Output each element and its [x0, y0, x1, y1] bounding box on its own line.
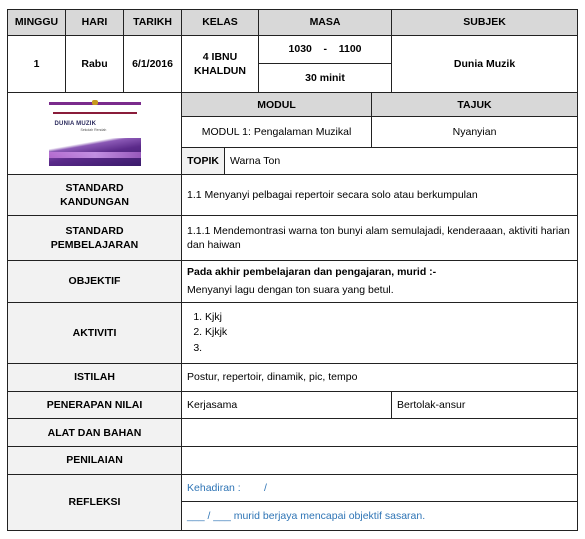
- crest-icon: [92, 100, 98, 105]
- objektif-label: OBJEKTIF: [8, 260, 182, 302]
- topik-label: TOPIK: [182, 148, 225, 175]
- refleksi-label: REFLEKSI: [8, 474, 182, 530]
- tarikh-value: 6/1/2016: [124, 35, 182, 92]
- istilah-value: Postur, repertoir, dinamik, pic, tempo: [182, 364, 578, 392]
- standard-kandungan-label: STANDARD KANDUNGAN: [8, 174, 182, 215]
- masa-time: 1030 - 1100: [259, 35, 392, 64]
- header-kelas: KELAS: [182, 10, 259, 36]
- kelas-value: [182, 35, 259, 92]
- standard-pembelajaran-label: STANDARD PEMBELAJARAN: [8, 215, 182, 260]
- penerapan-nilai-label: PENERAPAN NILAI: [8, 391, 182, 419]
- kelas-line2: KHALDUN: [194, 64, 246, 77]
- header-tarikh: TARIKH: [124, 10, 182, 36]
- kelas-line1: 4 IBNU: [202, 50, 238, 63]
- header-masa: MASA: [259, 10, 392, 36]
- aktiviti-item: 1. Kjkj: [205, 310, 572, 325]
- topik-value: Warna Ton: [225, 148, 578, 175]
- tajuk-header: TAJUK: [372, 92, 578, 117]
- aktiviti-value: [182, 302, 578, 363]
- book-cover-cell: [8, 92, 182, 174]
- objektif-intro: Pada akhir pembelajaran dan pengajaran, murid :-: [187, 266, 437, 279]
- minggu-value: 1: [8, 35, 66, 92]
- penerapan-nilai-value2: Bertolak-ansur: [392, 391, 578, 419]
- modul-header: MODUL: [182, 92, 372, 117]
- standard-pembelajaran-value: 1.1.1 Mendemontrasi warna ton bunyi alam semulajadi, kenderaaan, aktiviti harian dan haiwan: [182, 215, 578, 260]
- penilaian-label: PENILAIAN: [8, 446, 182, 474]
- header-hari: HARI: [66, 10, 124, 36]
- objektif-text: Menyanyi lagu dengan ton suara yang betul.: [187, 284, 394, 297]
- alat-bahan-label: ALAT DAN BAHAN: [8, 419, 182, 447]
- aktiviti-item: [205, 341, 572, 356]
- tajuk-value: Nyanyian: [372, 117, 578, 148]
- cover-title: DUNIA MUZIK: [54, 121, 97, 128]
- refleksi-pencapaian: ___ / ___ murid berjaya mencapai objektif sasaran.: [182, 502, 578, 531]
- header-minggu: MINGGU: [8, 10, 66, 36]
- aktiviti-label: AKTIVITI: [8, 302, 182, 363]
- cover-subtitle: Sekolah Rendah: [80, 128, 107, 133]
- standard-kandungan-value: 1.1 Menyanyi pelbagai repertoir secara solo atau berkumpulan: [182, 174, 578, 215]
- lesson-plan-table: [7, 9, 578, 531]
- penerapan-nilai-value1: Kerjasama: [182, 391, 392, 419]
- aktiviti-list: [187, 310, 572, 356]
- subjek-value: Dunia Muzik: [392, 35, 578, 92]
- istilah-label: ISTILAH: [8, 364, 182, 392]
- objektif-value: [182, 260, 578, 302]
- book-cover-image: [49, 100, 141, 166]
- alat-bahan-value: [182, 419, 578, 447]
- aktiviti-item: 2. Kjkjk: [205, 325, 572, 340]
- masa-duration: 30 minit: [259, 64, 392, 93]
- refleksi-kehadiran: Kehadiran : /: [182, 474, 578, 502]
- modul-value: MODUL 1: Pengalaman Muzikal: [182, 117, 372, 148]
- penilaian-value: [182, 446, 578, 474]
- hari-value: Rabu: [66, 35, 124, 92]
- header-subjek: SUBJEK: [392, 10, 578, 36]
